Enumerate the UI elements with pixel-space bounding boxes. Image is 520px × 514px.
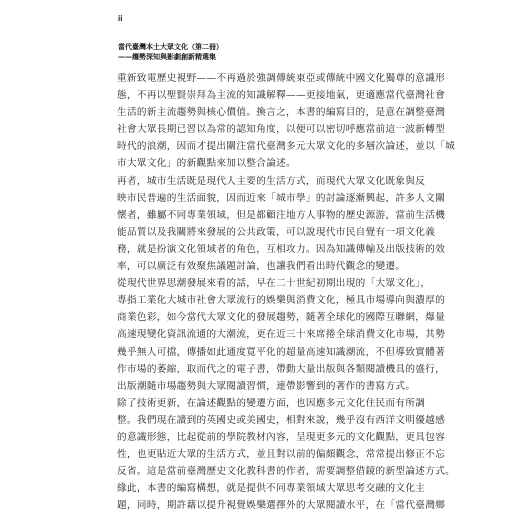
text-line: 社會大眾長期已習以為常的認知角度，以便可以密切呼應當前這一波新轉型 [117, 124, 446, 136]
body-text [117, 70, 456, 514]
running-header [118, 42, 418, 62]
text-line: 態，不再以聖賢崇拜為主流的知識解釋——更接地氣，更適應當代臺灣社會 [117, 90, 446, 102]
text-line: 高速現變化資訊流通的大潮流，更在近三十來席捲全球消費文化市場，其勢 [117, 329, 446, 341]
book-title: 當代臺灣本土大眾文化（第二冊） [118, 43, 223, 51]
text-line: 整。我們現在讀到的英國史或美國史，相對來說，幾乎沒有西洋文明優越感 [117, 414, 446, 426]
text-line: 再者，城市生活既是現代人主要的生活方式，而現代大眾文化既象與反 [117, 175, 426, 187]
text-line: 的意識形態，比起從前的學院教材內容，呈現更多元的文化觀點，更具包容 [117, 431, 446, 443]
text-line: 務，就是扮演文化領域者的角色，互相攻力。因為知識傳輸及出版技術的效 [117, 243, 446, 255]
paragraph [117, 395, 456, 480]
text-line: 懷者，雖屬不同專業領域，但是都顧注地方人事物的歷史源游，當前生活機 [117, 209, 446, 221]
text-line: 反省。這是當前臺灣歷史文化教科書的作者，需要調整借鏡的新型論述方式。 [117, 466, 456, 478]
text-line: 除了技術更新，在論述觀點的變遷方面，也因應多元文化住民而有所調 [117, 397, 426, 409]
text-line: 幾乎無人可擋，傳播如此通度寬平化的超量高速知識潮流，不但導致實體著 [117, 346, 446, 358]
text-line: 從現代世界思潮發展來看的話，早在二十世紀初期出現的「大眾文化」， [117, 278, 431, 290]
text-line: 專指工業化大城市社會大眾流行的娛樂與消費文化，極具市場導向與濃厚的 [117, 295, 446, 307]
paragraph [117, 480, 446, 514]
text-line: 率，可以廣泛有效聚焦議題討論，也讓我們看出時代觀念的變遷。 [117, 261, 406, 273]
text-line: 作市場的萎縮，取而代之的電子書，帶動大量出版與各類閱讀機具的盛行， [117, 363, 446, 375]
text-line: 能品質以及我關將來發展的公共政策，可以說現代市民自覺有一項文化義 [117, 226, 436, 238]
text-line: 重新致電歷史視野——不再過於強調傳統東亞或傳統中國文化獨尊的意識形 [117, 73, 446, 84]
paragraph [117, 70, 456, 173]
text-line: 映市民普遍的生活面貌，因而近來「城市學」的討論逐漸興起，許多人文關 [117, 192, 446, 204]
text-line: 性，也更貼近大眾的生活方式，並且對以前的偏頗觀念，常常提出修正不忘 [117, 449, 446, 461]
text-line: 商業色彩，如今當代大眾文化的發展趨勢，隨著全球化的國際互聯網，爆量 [117, 312, 446, 324]
text-line: 時代的浪潮，因而才提出關注當代臺灣多元大眾文化的多層次論述，並以「城 [117, 141, 456, 153]
page-number: ii [118, 14, 123, 23]
paragraph [117, 173, 446, 276]
text-line: 市大眾文化」的新觀點來加以整合論述。 [117, 158, 296, 170]
book-subtitle: ——趨勢深知與影劇創新精選集 [118, 53, 216, 61]
text-line: 緣此，本書的編寫構想，就是提供不同專業領域大眾思考交融的文化主 [117, 483, 426, 495]
text-line: 題，同時，期許藉以提升視覺娛樂選擇外的大眾閱讀水平，在「當代臺灣鄉 [117, 500, 446, 512]
paragraph [117, 275, 446, 395]
text-line: 出版潮隨市場趨勢與大眾閱讀習慣，連帶影響到的著作的書寫方式。 [117, 380, 416, 392]
text-line: 生活的新主流趨勢與核心價值。換言之，本書的編寫目的，是意在調整臺灣 [117, 107, 446, 119]
